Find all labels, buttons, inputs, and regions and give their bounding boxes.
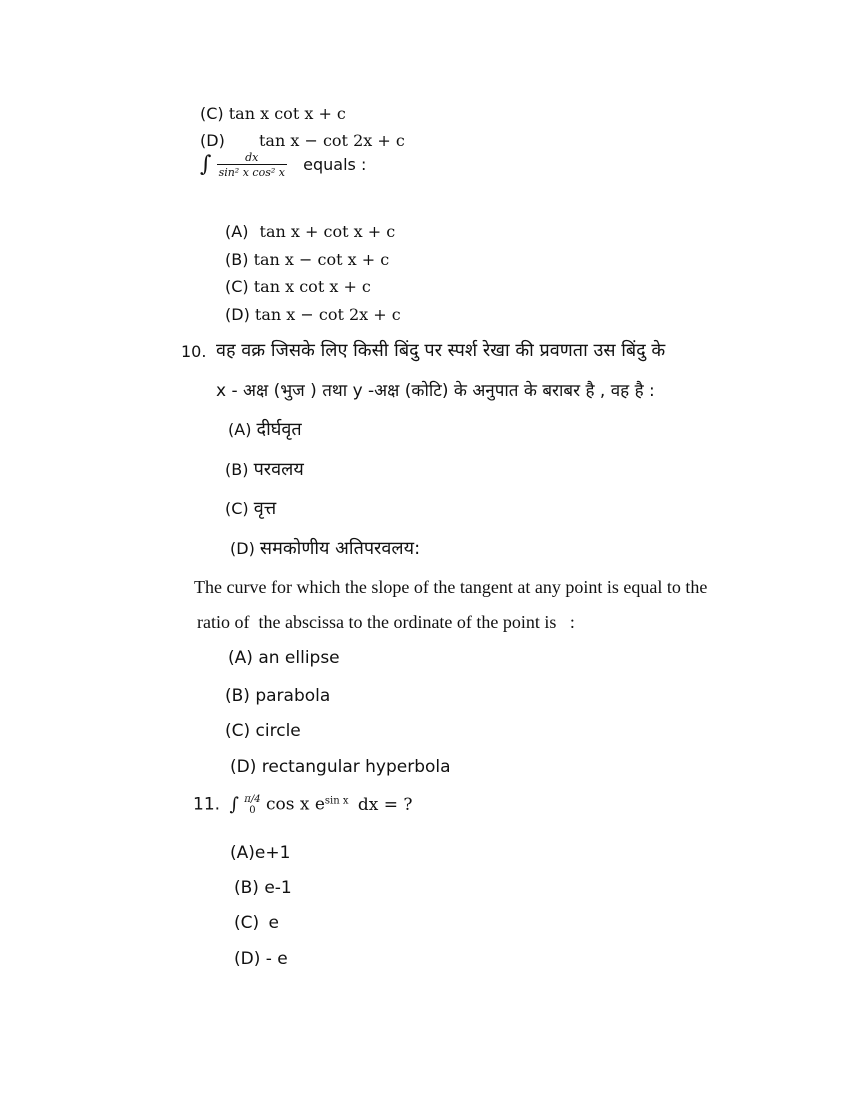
option-text: tan x − cot 2x + c — [254, 305, 401, 324]
q11-option-b — [234, 880, 292, 897]
upper-limit: π/4 — [244, 794, 261, 805]
option-text: circle — [255, 721, 301, 741]
integral-suffix: equals : — [303, 155, 367, 174]
integral-limits — [244, 794, 260, 816]
fraction-numerator: dx — [245, 151, 259, 164]
q10-hindi-option-c — [225, 500, 276, 518]
q10-hindi-line2: x - अक्ष (भुज ) तथा y -अक्ष (कोटि) के अनुपात के बराबर है , वह है : — [216, 381, 655, 401]
option-label: (B) — [225, 250, 249, 269]
integral-tail: dx = ? — [357, 794, 413, 815]
question-number: 11. — [193, 794, 221, 815]
option-text: - e — [265, 949, 288, 969]
option-label: (C) — [225, 277, 249, 296]
q9-option-a — [225, 224, 395, 240]
q9-option-d — [225, 307, 401, 323]
q9-option-b — [225, 252, 389, 268]
option-label: (C) — [234, 913, 260, 933]
q9-integral — [200, 152, 366, 178]
q10-hindi-option-b — [225, 461, 304, 479]
q10-english-option-d — [230, 759, 451, 776]
q10-english-option-a — [228, 650, 340, 667]
option-text: e+1 — [254, 843, 291, 863]
option-text: tan x + cot x + c — [259, 222, 396, 241]
option-label: (D) — [225, 305, 250, 324]
integral-fraction — [217, 152, 287, 178]
option-label: (C) — [200, 104, 224, 123]
option-label: (A) — [228, 648, 253, 668]
q10-english-option-c — [225, 723, 301, 740]
option-label: (A) — [230, 843, 255, 863]
integral-symbol: ∫ — [200, 152, 212, 177]
option-text: दीर्घवृत — [256, 419, 302, 440]
q10-number — [181, 344, 206, 360]
q10-hindi-option-d — [230, 540, 420, 558]
q11-option-d — [234, 951, 288, 968]
q11-question — [193, 794, 413, 816]
option-label: (B) — [225, 686, 250, 706]
q9-top-option-d — [200, 133, 405, 149]
option-label: (D) — [230, 539, 255, 558]
option-label: (D) — [200, 131, 225, 150]
integrand: cos x e — [265, 794, 325, 815]
option-text: e — [268, 913, 280, 933]
q10-english-line1: The curve for which the slope of the tangent at any point is equal to the — [194, 577, 708, 597]
option-text: tan x − cot 2x + c — [259, 131, 405, 150]
question-number: 10. — [181, 342, 207, 361]
q11-option-c — [234, 915, 279, 932]
option-text: rectangular hyperbola — [261, 757, 451, 777]
option-label: (D) — [234, 949, 261, 969]
option-text: वृत्त — [253, 498, 277, 519]
option-label: (A) — [228, 420, 252, 439]
q10-english-line2: ratio of the abscissa to the ordinate of the point is : — [197, 612, 575, 632]
q10-english-option-b — [225, 688, 330, 705]
option-text: tan x cot x + c — [253, 277, 371, 296]
option-label: (C) — [225, 721, 251, 741]
option-label: (B) — [234, 878, 259, 898]
option-text: parabola — [255, 686, 331, 706]
option-text: tan x cot x + c — [228, 104, 346, 123]
option-text: an ellipse — [258, 648, 340, 668]
exponent: sin x — [324, 795, 349, 807]
integral-symbol: ∫ — [229, 794, 239, 815]
option-text: tan x − cot x + c — [253, 250, 390, 269]
option-text: परवलय — [253, 459, 304, 480]
option-text: समकोणीय अतिपरवलय: — [259, 538, 421, 559]
option-label: (D) — [230, 757, 257, 777]
option-label: (B) — [225, 460, 249, 479]
option-label: (C) — [225, 499, 249, 518]
q10-hindi-option-a — [228, 421, 302, 439]
option-text: e-1 — [264, 878, 292, 898]
q10-hindi-line1: वह वक्र जिसके लिए किसी बिंदु पर स्पर्श रेखा की प्रवणता उस बिंदु के — [216, 340, 666, 361]
lower-limit: 0 — [249, 805, 256, 816]
q11-option-a — [230, 845, 290, 862]
option-label: (A) — [225, 222, 249, 241]
q9-top-option-c — [200, 106, 346, 122]
fraction-denominator: sin² x cos² x — [218, 166, 285, 179]
q9-option-c — [225, 279, 371, 295]
